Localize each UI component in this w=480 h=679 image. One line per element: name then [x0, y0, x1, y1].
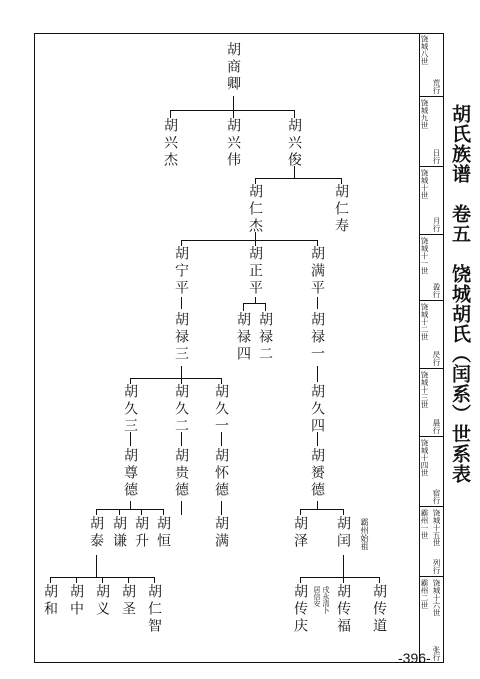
- person-chuanfu-note-1: 戌永清卜: [322, 586, 330, 614]
- gen-label-alt: 霸州二世: [420, 579, 429, 609]
- generation-column: [419, 33, 444, 663]
- person-lusan: 胡禄三: [173, 312, 189, 363]
- person-luyi: 胡禄一: [309, 312, 325, 363]
- gen-cell-12: [419, 301, 444, 369]
- person-sheng2: 胡圣: [120, 584, 136, 618]
- person-he: 胡和: [42, 584, 58, 618]
- person-manping: 胡满平: [309, 246, 325, 297]
- gen-row: 昃行: [432, 351, 441, 366]
- person-jiuyi: 胡久一: [213, 384, 229, 435]
- gen-label-alt: 霸州一世: [420, 509, 429, 539]
- gen-cell-10: [419, 167, 444, 235]
- gen-cell-8: [419, 33, 444, 97]
- page-number: -396-: [398, 650, 431, 666]
- person-ningping: 胡宁平: [173, 246, 189, 297]
- person-ze: 胡泽: [292, 516, 308, 550]
- person-renshou: 胡仁寿: [333, 184, 349, 235]
- person-zhengping: 胡正平: [247, 246, 263, 297]
- person-renjie: 胡仁杰: [247, 184, 263, 235]
- person-chuanfu: 胡传福: [335, 584, 351, 635]
- gen-label: 饶城十六世: [432, 579, 441, 617]
- gen-label: 饶城十世: [420, 169, 429, 199]
- gen-label: 饶城八世: [420, 35, 429, 65]
- person-chuandao: 胡传道: [371, 584, 387, 635]
- person-run: 胡闰: [335, 516, 351, 550]
- gen-cell-14: [419, 437, 444, 507]
- person-zunde: 胡尊德: [122, 448, 138, 499]
- person-yi: 胡义: [94, 584, 110, 618]
- gen-row: 盈行: [432, 283, 441, 298]
- gen-label: 饶城十五世: [432, 509, 441, 547]
- gen-label: 饶城十四世: [420, 439, 429, 477]
- person-zhong: 胡中: [68, 584, 84, 618]
- person-run-note: 霸州始祖: [360, 518, 369, 550]
- book-title: 胡氏族谱 卷五 饶城胡氏（闰系）世系表: [449, 104, 471, 484]
- gen-row: 列行: [432, 559, 441, 574]
- person-jiuer: 胡久二: [173, 384, 189, 435]
- gen-cell-11: [419, 235, 444, 301]
- person-huaide: 胡怀德: [213, 448, 229, 499]
- gen-row: 荒行: [432, 79, 441, 94]
- gen-row: 日行: [432, 149, 441, 164]
- gen-label: 饶城十三世: [420, 371, 429, 409]
- person-xingwei: 胡兴伟: [225, 118, 241, 169]
- person-luer: 胡禄二: [257, 312, 273, 363]
- person-qian: 胡谦: [111, 516, 127, 550]
- person-chuanfu-note-2: 居信安: [313, 586, 321, 607]
- person-sheng: 胡升: [133, 516, 149, 550]
- column-divider: [419, 33, 420, 663]
- person-guide: 胡贵德: [173, 448, 189, 499]
- person-renzhi: 胡仁智: [146, 584, 162, 635]
- person-chuanqing: 胡传庆: [292, 584, 308, 635]
- gen-row: 月行: [432, 217, 441, 232]
- gen-cell-9: [419, 97, 444, 167]
- gen-label: 饶城九世: [420, 99, 429, 129]
- person-man: 胡满: [213, 516, 229, 550]
- person-tai: 胡泰: [88, 516, 104, 550]
- gen-cell-15: [419, 507, 444, 577]
- person-shangqing: 胡商卿: [225, 42, 241, 93]
- person-jiusan: 胡久三: [122, 384, 138, 435]
- gen-cell-13: [419, 369, 444, 437]
- gen-row: 晨行: [432, 419, 441, 434]
- gen-row: 张行: [432, 646, 441, 661]
- person-jiusi: 胡久四: [309, 384, 325, 435]
- person-lusi: 胡禄四: [235, 312, 251, 363]
- person-xingjie: 胡兴杰: [162, 118, 178, 169]
- gen-label: 饶城十一世: [420, 237, 429, 275]
- person-heng: 胡恒: [155, 516, 171, 550]
- gen-label: 饶城十二世: [420, 303, 429, 341]
- person-zande: 胡赟德: [309, 448, 325, 499]
- person-xingjun: 胡兴俊: [286, 118, 302, 169]
- gen-row: 宿行: [432, 489, 441, 504]
